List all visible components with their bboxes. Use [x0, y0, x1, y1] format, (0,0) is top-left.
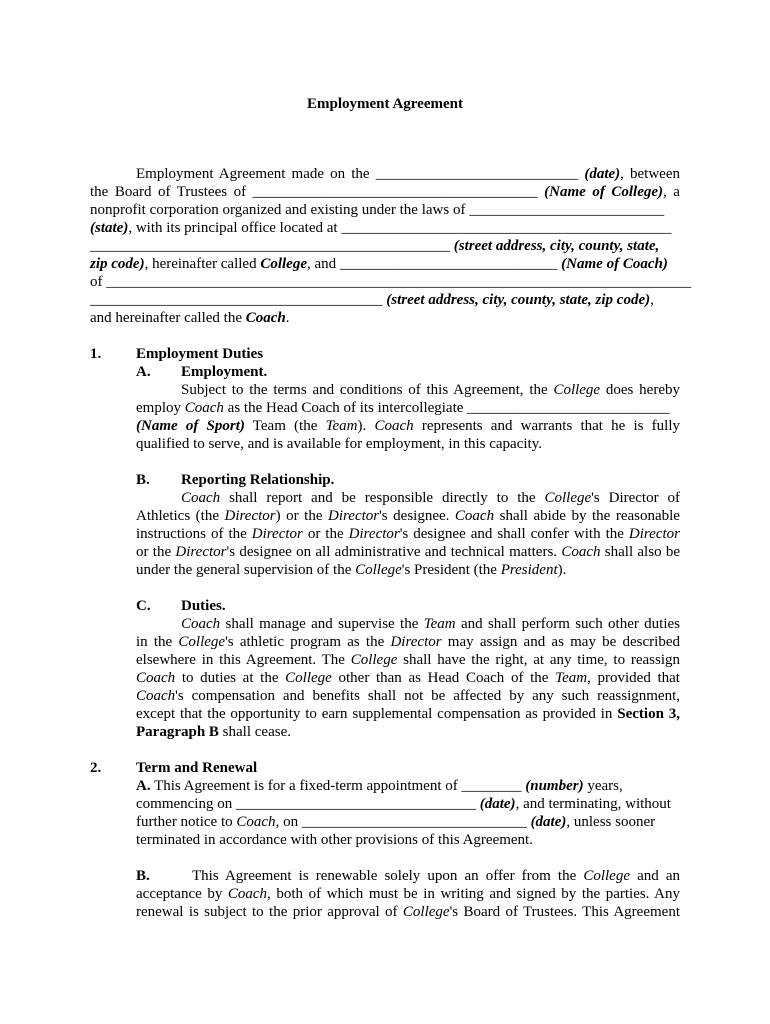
document-title: Employment Agreement — [307, 96, 463, 112]
preamble-line-1: Employment Agreement made on the ___________________________ (date), between — [136, 166, 680, 182]
section-1-heading: Employment Duties — [136, 346, 264, 362]
section-1b-letter: B. — [136, 472, 150, 488]
preamble-line-8: _______________________________________ (street address, city, county, state, zip code), — [90, 292, 654, 308]
section-1c-line-1: Coach shall manage and supervise the Team and shall perform such other duties — [181, 616, 680, 632]
section-2b-line-1: B. This Agreement is renewable solely upon an offer from the College and an — [136, 868, 680, 884]
preamble-line-7: of ______________________________________________________________________________ — [90, 274, 692, 290]
section-1a-line-4: qualified to serve, and is available for employment, in this capacity. — [136, 436, 542, 452]
section-1c-line-6: except that the opportunity to earn supplemental compensation as provided in Section 3, — [136, 706, 680, 722]
section-1c-line-3: elsewhere in this Agreement. The College shall have the right, at any time, to reassign — [136, 652, 680, 668]
section-1b-heading: Reporting Relationship. — [181, 472, 335, 488]
section-1b-line-1: Coach shall report and be responsible directly to the College's Director of — [181, 490, 680, 506]
section-2-heading: Term and Renewal — [136, 760, 258, 776]
section-1c-letter: C. — [136, 598, 151, 614]
preamble-line-2: the Board of Trustees of ______________________________________ (Name of College), a — [90, 184, 680, 200]
section-1c-heading: Duties. — [181, 598, 226, 614]
section-1c-line-2: in the College's athletic program as the Director may assign and as may be described — [136, 634, 680, 650]
section-1a-line-2: employ Coach as the Head Coach of its intercollegiate ___________________________ — [136, 400, 670, 416]
section-1b-line-4: or the Director's designee on all administrative and technical matters. Coach shall also be — [136, 544, 681, 560]
section-1a-letter: A. — [136, 364, 151, 380]
section-1b-line-5: under the general supervision of the College's President (the President). — [136, 562, 567, 578]
section-1c-line-4: Coach to duties at the College other than as Head Coach of the Team, provided that — [136, 670, 680, 686]
preamble-line-5: ________________________________________________ (street address, city, county, state, — [90, 238, 660, 254]
preamble-line-3: nonprofit corporation organized and existing under the laws of __________________________ — [90, 202, 665, 218]
section-2b-line-3: renewal is subject to the prior approval of College's Board of Trustees. This Agreement — [136, 904, 680, 920]
section-2a-line-1: A. This Agreement is for a fixed-term appointment of ________ (number) years, — [136, 778, 623, 794]
section-1a-heading: Employment. — [181, 364, 268, 380]
preamble-line-6: zip code), hereinafter called College, and _____________________________ (Name of Coach) — [90, 256, 668, 272]
section-1c-line-5: Coach's compensation and benefits shall not be affected by any such reassignment, — [136, 688, 680, 704]
section-1a-line-1: Subject to the terms and conditions of this Agreement, the College does hereby — [181, 382, 680, 398]
section-2a-line-4: terminated in accordance with other provisions of this Agreement. — [136, 832, 533, 848]
section-1b-line-2: Athletics (the Director) or the Director's designee. Coach shall abide by the reasonable — [136, 508, 680, 524]
section-1-number: 1. — [90, 346, 102, 362]
section-2a-line-2: commencing on ________________________________ (date), and terminating, without — [136, 796, 671, 812]
section-2a-line-3: further notice to Coach, on ______________________________ (date), unless sooner — [136, 814, 656, 830]
section-1b-line-3: instructions of the Director or the Director's designee and shall confer with the Director — [136, 526, 680, 542]
section-2b-line-2: acceptance by Coach, both of which must be in writing and signed by the parties. Any — [136, 886, 680, 902]
section-1a-line-3: (Name of Sport) Team (the Team). Coach represents and warrants that he is fully — [136, 418, 681, 434]
preamble-line-9: and hereinafter called the Coach. — [90, 310, 290, 326]
section-1c-line-7: Paragraph B shall cease. — [136, 724, 291, 740]
preamble-line-4: (state), with its principal office located at ____________________________________________ — [90, 220, 672, 236]
section-2-number: 2. — [90, 760, 102, 776]
